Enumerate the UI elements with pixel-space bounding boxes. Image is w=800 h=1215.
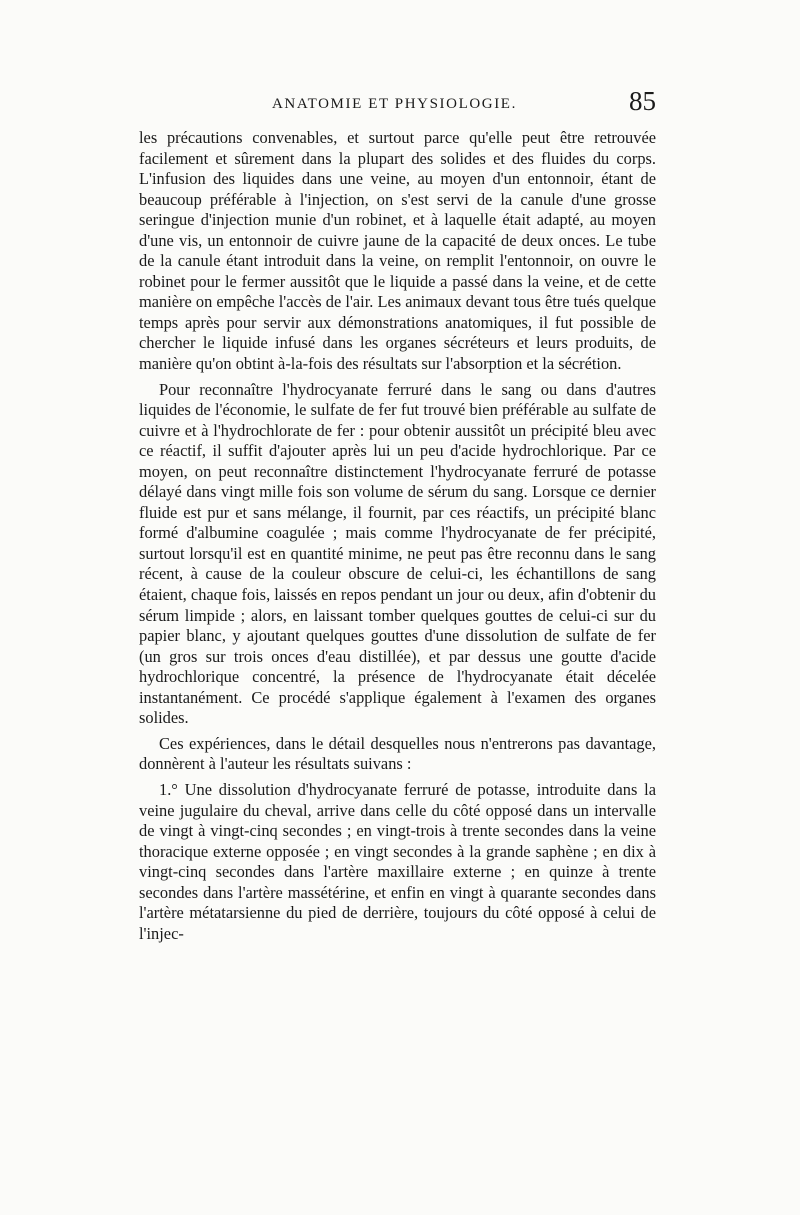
paragraph: 1.° Une dissolution d'hydrocyanate ferruré de potasse, introduite dans la veine jugulaire du cheval, arrive dans celle du côté opposé dans un intervalle de vingt à vingt-cinq secondes ; en vingt-trois à trente secondes dans la veine thoracique externe opposée ; en vingt secondes à la grande saphène ; en dix à vingt-cinq secondes dans l'artère maxillaire externe ; en quinze à trente secondes dans l'artère massétérine, et enfin en vingt à quarante secondes dans l'artère métatarsienne du pied de derrière, toujours du côté opposé à celui de l'injec- [139,779,656,943]
page-number: 85 [629,86,656,116]
page-header [160,86,656,126]
paragraph: les précautions convenables, et surtout parce qu'elle peut être retrouvée facilement et sûrement dans la plupart des solides et des fluides du corps. L'infusion des liquides dans une veine, au moyen d'un entonnoir, étant de beaucoup préférable à l'injection, on s'est servi de la canule d'une grosse seringue d'injection munie d'un robinet, et à laquelle était adapté, au moyen d'une vis, un entonnoir de cuivre jaune de la capacité de deux onces. Le tube de la canule étant introduit dans la veine, on remplit l'entonnoir, on ouvre le robinet pour le fermer aussitôt que le liquide a passé dans la veine, et de cette manière on empêche l'accès de l'air. Les animaux devant tous être tués quelque temps après pour servir aux démonstrations anatomiques, il fut possible de chercher le liquide infusé dans les organes sécréteurs et leurs produits, de manière qu'on obtint à-la-fois des résultats sur l'absorption et la sécrétion. [139,128,656,374]
paragraph: Pour reconnaître l'hydrocyanate ferruré dans le sang ou dans d'autres liquides de l'économie, le sulfate de fer fut trouvé bien préférable au sulfate de cuivre et à l'hydrochlorate de fer : pour obtenir aussitôt un précipité bleu avec ce réactif, il suffit d'ajouter après lui un peu d'acide hydrochlorique. Par ce moyen, on peut reconnaître distinctement l'hydrocyanate ferruré de potasse délayé dans vingt mille fois son volume de sérum du sang. Lorsque ce dernier fluide est pur et sans mélange, il fournit, par ces réactifs, un précipité blanc formé d'albumine coagulée ; mais comme l'hydrocyanate de fer précipité, surtout lorsqu'il est en quantité minime, ne peut pas être reconnu dans le sang récent, à cause de la couleur obscure de celui-ci, les échantillons de sang étaient, chaque fois, laissés en repos pendant un jour ou deux, afin d'obtenir du sérum limpide ; alors, en laissant tomber quelques gouttes de celui-ci sur du papier blanc, y ajoutant quelques gouttes d'une dissolution de sulfate de fer (un gros sur trois onces d'eau distillée), et par dessus une goutte d'acide hydrochlorique concentré, la présence de l'hydrocyanate était décelée instantanément. Ce procédé s'applique également à l'examen des organes solides. [139,379,656,728]
paragraph: Ces expériences, dans le détail desquelles nous n'entrerons pas davantage, donnèrent à l'auteur les résultats suivans : [139,733,656,774]
body-text [139,128,656,949]
running-title: ANATOMIE ET PHYSIOLOGIE. [272,96,517,112]
